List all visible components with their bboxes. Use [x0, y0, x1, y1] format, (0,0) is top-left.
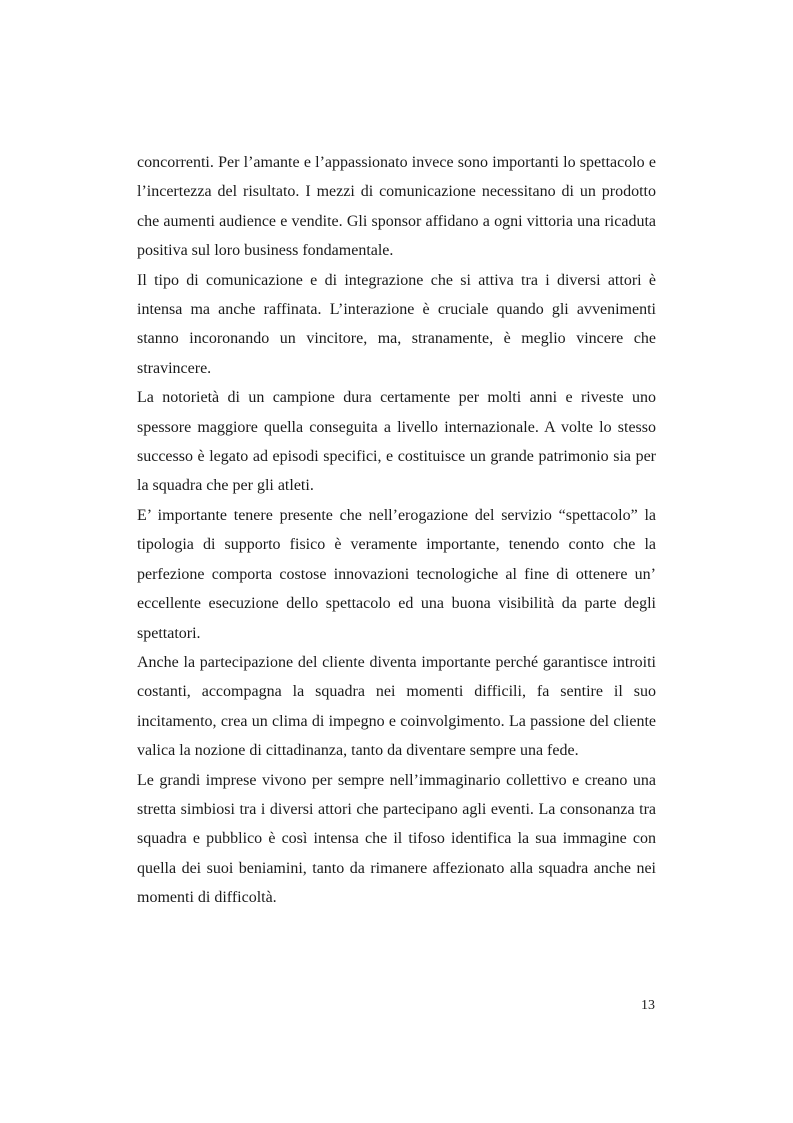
paragraph: concorrenti. Per l’amante e l’appassionato invece sono importanti lo spettacolo e l’incertezza del risultato. I mezzi di comunicazione necessitano di un prodotto che aumenti audience e vendite. Gli sponsor affidano a ogni vittoria una ricaduta positiva sul loro business fondamentale. — [137, 154, 656, 260]
page-number: 13 — [641, 998, 655, 1013]
paragraph: Le grandi imprese vivono per sempre nell’immaginario collettivo e creano una stretta simbiosi tra i diversi attori che partecipano agli eventi. La consonanza tra squadra e pubblico è così intensa che il tifoso identifica la sua immagine con quella dei suoi beniamini, tanto da rimanere affezionato alla squadra anche nei momenti di difficoltà. — [137, 771, 656, 907]
paragraph: Il tipo di comunicazione e di integrazione che si attiva tra i diversi attori è intensa ma anche raffinata. L’interazione è cruciale quando gli avvenimenti stanno incoronando un vincitore, ma, stranamente, è meglio vincere che stravincere. — [137, 271, 656, 377]
paragraph: La notorietà di un campione dura certamente per molti anni e riveste uno spessore maggiore quella conseguita a livello internazionale. A volte lo stesso successo è legato ad episodi specifici, e costituisce un grande patrimonio sia per la squadra che per gli atleti. — [137, 389, 656, 495]
paragraph: Anche la partecipazione del cliente diventa importante perché garantisce introiti costanti, accompagna la squadra nei momenti difficili, fa sentire il suo incitamento, crea un clima di impegno e coinvolgimento. La passione del cliente valica la nozione di cittadinanza, tanto da diventare sempre una fede. — [137, 653, 656, 760]
body-text — [137, 148, 656, 913]
paragraph: E’ importante tenere presente che nell’erogazione del servizio “spettacolo” la tipologia di supporto fisico è veramente importante, tenendo conto che la perfezione comporta costose innovazioni tecnologiche al fine di ottenere un’ eccellente esecuzione dello spettacolo ed una buona visibilità da parte degli spettatori. — [137, 506, 656, 642]
